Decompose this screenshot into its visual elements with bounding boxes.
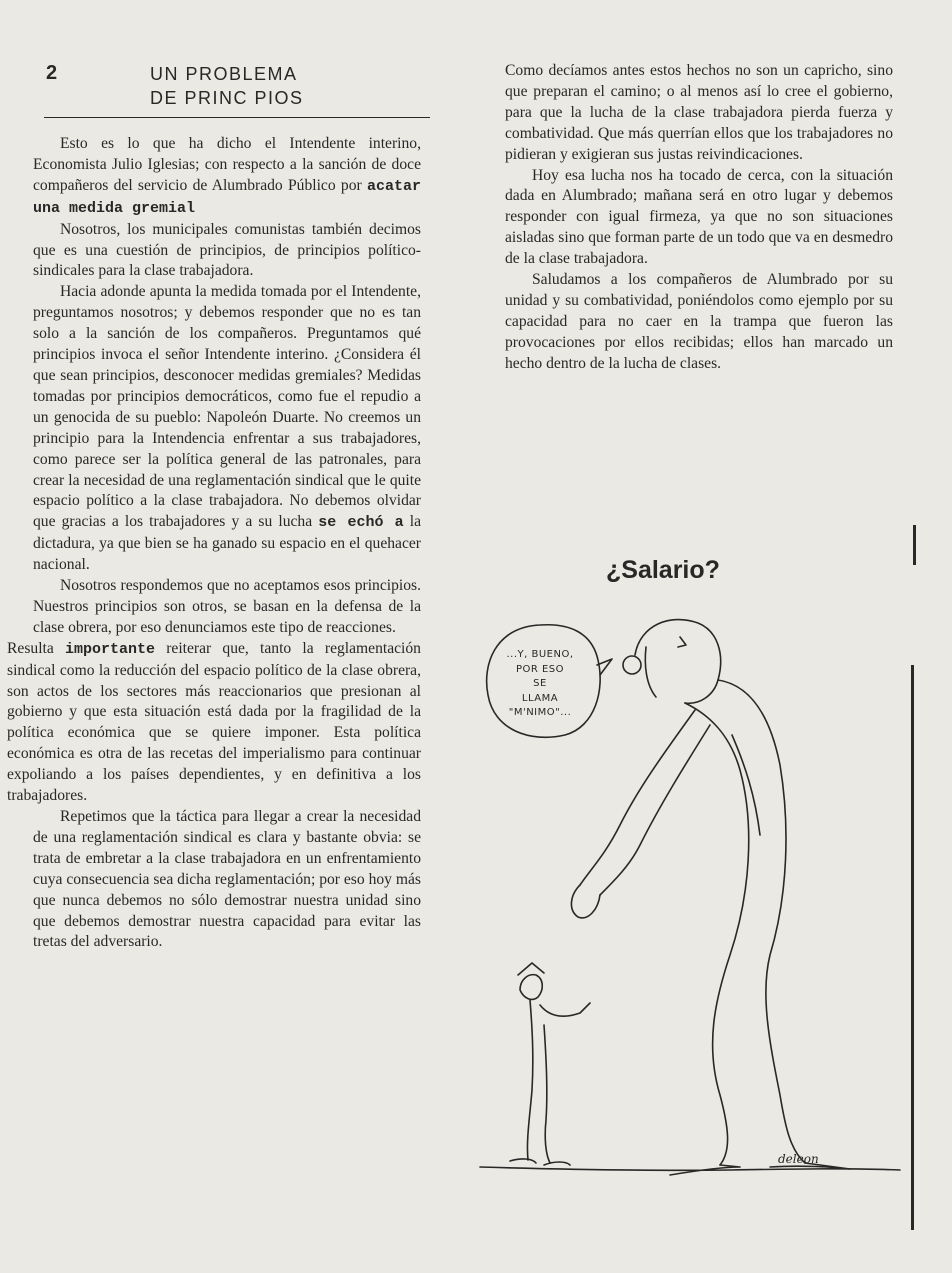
article-title-line-1: UN PROBLEMA bbox=[150, 64, 298, 84]
bubble-line: "M'NIMO"... bbox=[508, 707, 572, 718]
cartoon-title: ¿Salario? bbox=[606, 556, 720, 584]
paragraph: Repetimos que la táctica para llegar a crear la necesidad de una reglamentación sindical es clara y bastante obvia: se trata de embretar a la clase trabajadora en un enfrentamiento cuya consecuencia sea dicha reglamentación; por eso hoy más que nunca debemos no sólo demostrar nuestra unidad sino que debemos demostrar nuestra capacidad para evitar las tretas del adversario. bbox=[33, 808, 421, 951]
paragraph: Resulta importante reiterar que, tanto la reglamentación sindical como la reducción del espacio político de la clase obrera, son actos de los sectores más reaccionarios que presionan al gobierno y que esta situación está dada por la fragilidad de la política económica que se quiere imponer. Esta política económica es otra de las recetas del imperialismo para continuar expoliando a los países dependientes, y en definitiva a los trabajadores. bbox=[7, 639, 421, 805]
typed-insert: acatar una medida gremial bbox=[33, 177, 421, 217]
paragraph: Hacia adonde apunta la medida tomada por el Intendente, preguntamos nosotros; y debemos responder que no es tan solo a la sanción de los compañeros. Preguntamos qué principios invoca el señor Intendente interino. ¿Considera él que sean principios, desconocer medidas gremiales? Medidas tomadas por principios democráticos, como fue el repudio a un genocida de su pueblo: Napoleón Duarte. No creemos un principio para la Intendencia enfrentar a sus trabajadores, como parece ser la política general de las patronales, para crear la necesidad de una reglamentación sindical que le quite espacio político a la clase trabajadora. No debemos olvidar que gracias a los trabajadores y a su lucha se echó a la dictadura, ya que bien se ha ganado su espacio en el quehacer nacional. bbox=[33, 283, 422, 574]
title-underline bbox=[44, 117, 430, 118]
bubble-line: LLAMA bbox=[521, 692, 559, 704]
cartoon-signature: deleon bbox=[778, 1152, 819, 1166]
typed-insert: importante bbox=[64, 640, 155, 658]
tall-man-body bbox=[685, 703, 749, 1165]
paragraph: Como decíamos antes estos hechos no son un capricho, sino que preparan el camino; o al menos así lo cree el gobierno, para que la lucha de la clase trabajadora pierda fuerza y combatividad. Que más querrían ellos que los trabajadores no pidieran y exigieran sus justas reivindicaciones. bbox=[505, 62, 893, 163]
speech-bubble-text bbox=[492, 648, 588, 721]
paragraph: Nosotros, los municipales comunistas también decimos que es una cuestión de principios, de principios político-sindicales para la clase trabajadora. bbox=[33, 220, 421, 280]
right-column bbox=[505, 61, 893, 375]
article-title-line-2: DE PRINC PIOS bbox=[150, 88, 304, 108]
small-man bbox=[518, 963, 544, 975]
article-title bbox=[150, 62, 350, 110]
column-marker-short bbox=[913, 525, 916, 565]
typed-insert: se echó a bbox=[318, 514, 404, 532]
tall-man-head bbox=[635, 620, 721, 704]
column-marker-long bbox=[911, 665, 914, 1230]
bubble-line: POR ESO bbox=[515, 663, 565, 675]
left-column bbox=[7, 134, 422, 953]
paragraph: Saludamos a los compañeros de Alumbrado por su unidad y su combatividad, poniéndolos como ejemplo por su capacidad para no caer en la trampa que fueron las provocaciones por ellos recibidas; ellos han marcado un hecho dentro de la lucha de clases. bbox=[505, 271, 893, 372]
bubble-line: ...Y, BUENO, bbox=[506, 649, 574, 660]
paragraph: Nosotros respondemos que no aceptamos esos principios. Nuestros principios son otros, se basan en la defensa de la clase obrera, por eso denunciamos este tipo de reacciones. bbox=[33, 577, 421, 636]
paragraph: Hoy esa lucha nos ha tocado de cerca, con la situación dada en Alumbrado; mañana será en otro lugar y debemos responder con igual firmeza, ya que no son situaciones aisladas sino que forman parte de un todo que va en desmedro de la clase trabajadora. bbox=[505, 166, 893, 268]
page-number: 2 bbox=[46, 62, 58, 84]
paragraph: Esto es lo que ha dicho el Intendente interino, Economista Julio Iglesias; con respecto a la sanción de doce compañeros del servicio de Alumbrado Público por acatar una medida gremial bbox=[33, 135, 421, 217]
bubble-line: SE bbox=[533, 678, 547, 689]
